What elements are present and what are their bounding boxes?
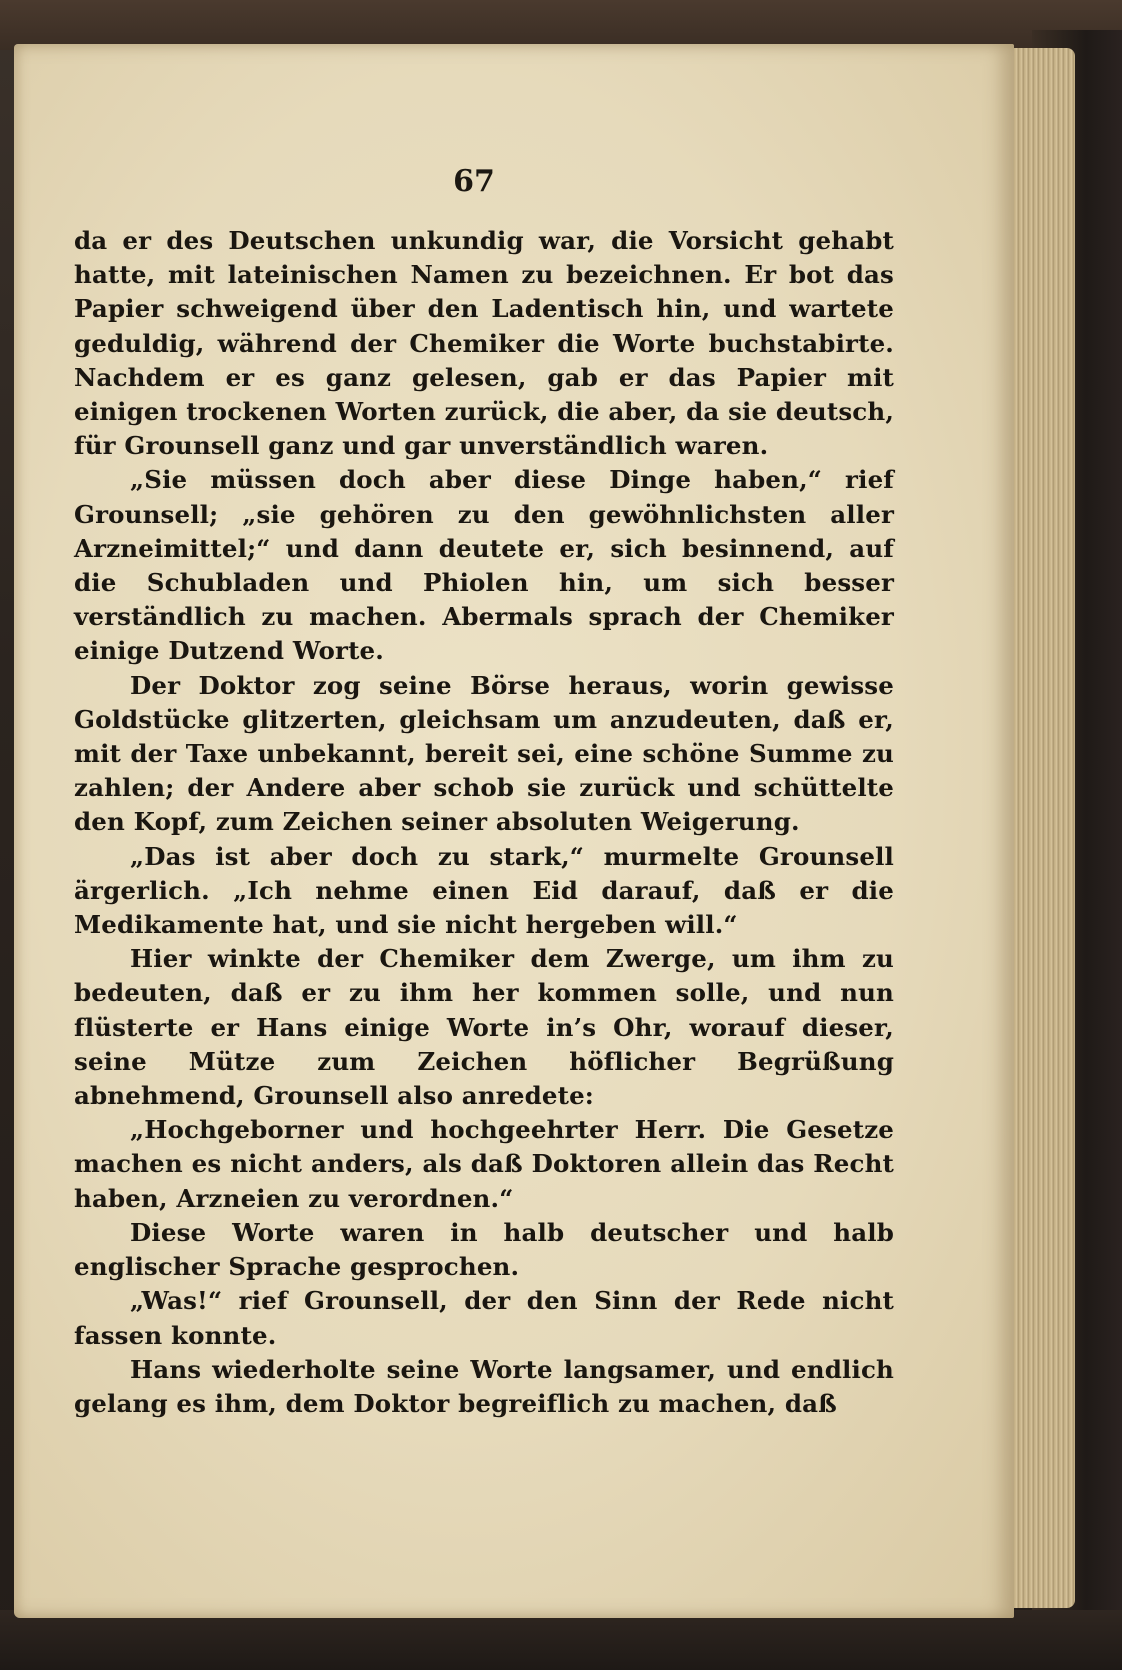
paragraph: „Das ist aber doch zu stark,“ murmelte Grounsell ärgerlich. „Ich nehme einen Eid darauf, daß er die Medikamente hat, und sie nicht hergeben will.“ — [74, 841, 894, 940]
paragraph: da er des Deutschen unkundig war, die Vorsicht gehabt hatte, mit lateinischen Namen zu bezeichnen. Er bot das Papier schweigend über den Ladentisch hin, und wartete geduldig, während der Chemiker die Worte buchstabirte. Nachdem er es ganz gelesen, gab er das Papier mit einigen trockenen Worten zurück, die aber, da sie deutsch, für Grounsell ganz und gar unverständlich waren. — [74, 226, 894, 461]
paragraph: „Hochgeborner und hochgeehrter Herr. Die Gesetze machen es nicht anders, als daß Doktoren allein das Recht haben, Arzneien zu verordnen.“ — [74, 1115, 894, 1213]
book-cover-bottom-edge — [0, 1610, 1122, 1670]
paragraph: Hier winkte der Chemiker dem Zwerge, um ihm zu bedeuten, daß er zu ihm her kommen solle, und nun flüsterte er Hans einige Worte in’s Ohr, worauf dieser, seine Mütze zum Zeichen höflicher Begrüßung abnehmend, Grounsell also anredete: — [74, 944, 894, 1111]
page-text-block — [74, 224, 894, 1421]
paragraph: „Sie müssen doch aber diese Dinge haben,“ rief Grounsell; „sie gehören zu den gewöhnlichsten aller Arzneimittel;“ und dann deutete er, sich besinnend, auf die Schubladen und Phiolen hin, um sich besser verständlich zu machen. Abermals sprach der Chemiker einige Dutzend Worte. — [74, 465, 894, 666]
paragraph: Der Doktor zog seine Börse heraus, worin gewisse Goldstücke glitzerten, gleichsam um anzudeuten, daß er, mit der Taxe unbekannt, bereit sei, eine schöne Summe zu zahlen; der Andere aber schob sie zurück und schüttelte den Kopf, zum Zeichen seiner absoluten Weigerung. — [74, 670, 894, 837]
book-page — [14, 44, 1014, 1618]
paragraph: Hans wiederholte seine Worte langsamer, und endlich gelang es ihm, dem Doktor begreiflich zu machen, daß — [74, 1354, 894, 1418]
paragraph: „Was!“ rief Grounsell, der den Sinn der Rede nicht fassen konnte. — [74, 1286, 894, 1350]
book-cover-top-edge — [0, 0, 1122, 50]
paragraph: Diese Worte waren in halb deutscher und halb englischer Sprache gesprochen. — [74, 1217, 894, 1282]
page-number: 67 — [453, 164, 495, 199]
